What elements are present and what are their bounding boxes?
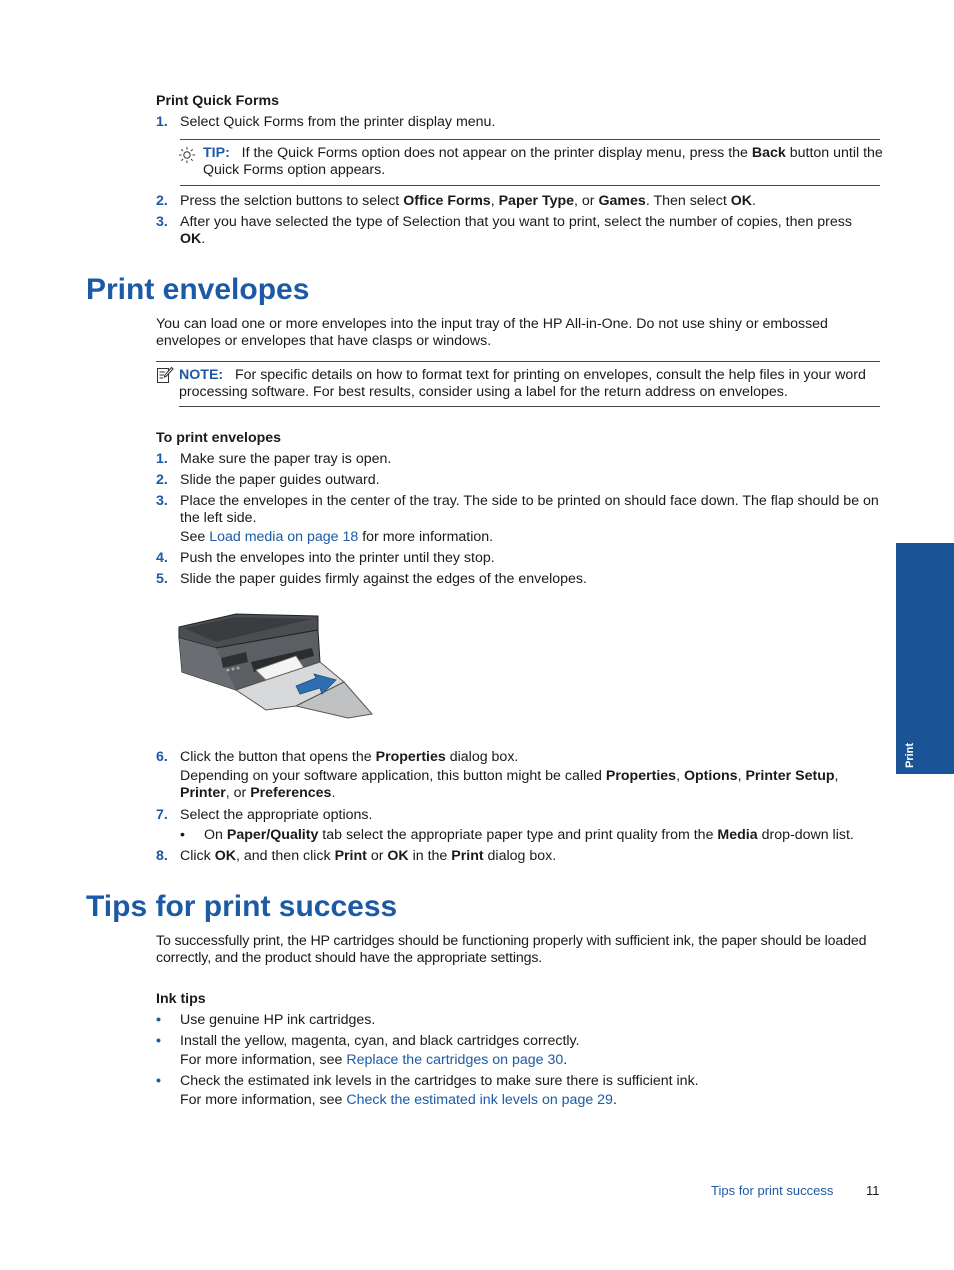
section-title: Tips for print success (86, 890, 398, 923)
step-text: Press the selction buttons to select Office Forms, Paper Type, or Games. Then select OK. (180, 193, 756, 209)
footer-section: Tips for print success (711, 1183, 834, 1198)
step-number: 7. (156, 807, 168, 823)
step-text: Place the envelopes in the center of the tray. The side to be printed on should face down. The flap should be on the left side. (180, 493, 879, 526)
tip-more: For more information, see Check the estimated ink levels on page 29. (180, 1092, 617, 1108)
tip-top-rule (180, 139, 880, 140)
step-number: 2. (156, 472, 168, 488)
step-number: 5. (156, 571, 168, 587)
step-text: Push the envelopes into the printer until they stop. (180, 550, 495, 566)
tips-intro: To successfully print, the HP cartridges should be functioning properly with sufficient ink, the paper should be loaded correctly, and the product should have the appropriate settings. (156, 933, 867, 966)
tip-pre: If the Quick Forms option does not appear on the printer display menu, press the (241, 145, 752, 161)
step-number: 3. (156, 493, 168, 509)
step-text: Click OK, and then click Print or OK in the Print dialog box. (180, 848, 557, 864)
bullet-text: On Paper/Quality tab select the appropriate paper type and print quality from the Media drop-down list. (204, 827, 854, 843)
step-text: Slide the paper guides outward. (180, 472, 380, 488)
load-media-link[interactable]: Load media on page 18 (209, 529, 359, 545)
envelopes-intro: You can load one or more envelopes into the input tray of the HP All-in-One. Do not use shiny or embossed envelopes or envelopes that have clasps or windows. (156, 316, 828, 349)
section-title: Print envelopes (86, 273, 310, 306)
step-text: Depending on your software application, this button might be called Properties, Options, Printer Setup, Printer, or Preferences. (180, 768, 839, 801)
lightbulb-icon (178, 146, 196, 164)
envelopes-subheading: To print envelopes (156, 430, 282, 446)
step-text: Click the button that opens the Properties dialog box. (180, 749, 519, 765)
step-number: 3. (156, 214, 168, 230)
tip-more: For more information, see Replace the cartridges on page 30. (180, 1052, 568, 1068)
tip-item: Install the yellow, magenta, cyan, and black cartridges correctly. (180, 1033, 580, 1049)
step-number: 6. (156, 749, 168, 765)
bullet: • (156, 1073, 161, 1089)
bullet: • (156, 1033, 161, 1049)
step-text: Select Quick Forms from the printer display menu. (180, 114, 496, 130)
step-text: Select the appropriate options. (180, 807, 373, 823)
tip-item: Check the estimated ink levels in the cartridges to make sure there is sufficient ink. (180, 1073, 699, 1089)
page-number: 11 (866, 1183, 880, 1198)
note-label: NOTE: (179, 367, 224, 383)
tip-label: TIP: (203, 145, 230, 161)
tip-text (203, 145, 883, 179)
step-number: 2. (156, 193, 168, 209)
see-reference: See Load media on page 18 for more information. (180, 529, 494, 545)
step-number: 4. (156, 550, 168, 566)
step-text: Make sure the paper tray is open. (180, 451, 392, 467)
replace-cartridges-link[interactable]: Replace the cartridges on page 30 (346, 1052, 564, 1068)
note-icon (156, 366, 174, 384)
step-text: After you have selected the type of Selection that you want to print, select the number of copies, then press OK. (180, 214, 852, 247)
note-body: For specific details on how to format text for printing on envelopes, consult the help files in your word processing software. For best results, consider using a label for the return address on envelopes. (179, 367, 866, 400)
side-tab-label: Print (904, 742, 916, 768)
tip-bottom-rule (180, 185, 880, 186)
check-ink-levels-link[interactable]: Check the estimated ink levels on page 29 (346, 1092, 613, 1108)
note-top-rule (156, 361, 880, 362)
bullet: • (156, 1012, 161, 1028)
bullet: • (180, 827, 185, 843)
note-text (179, 367, 881, 401)
note-bottom-rule (179, 406, 880, 407)
ink-tips-heading: Ink tips (156, 991, 206, 1007)
tip-item: Use genuine HP ink cartridges. (180, 1012, 376, 1028)
chapter-side-tab (896, 543, 954, 774)
step-number: 1. (156, 451, 168, 467)
step-number: 8. (156, 848, 168, 864)
tip-back: Back (751, 145, 786, 161)
quick-forms-heading: Print Quick Forms (156, 93, 279, 109)
printer-envelope-illustration (176, 610, 376, 722)
tip-post: button until the Quick Forms option appears. (203, 145, 883, 178)
step-text: Slide the paper guides firmly against the edges of the envelopes. (180, 571, 587, 587)
step-number: 1. (156, 114, 168, 130)
